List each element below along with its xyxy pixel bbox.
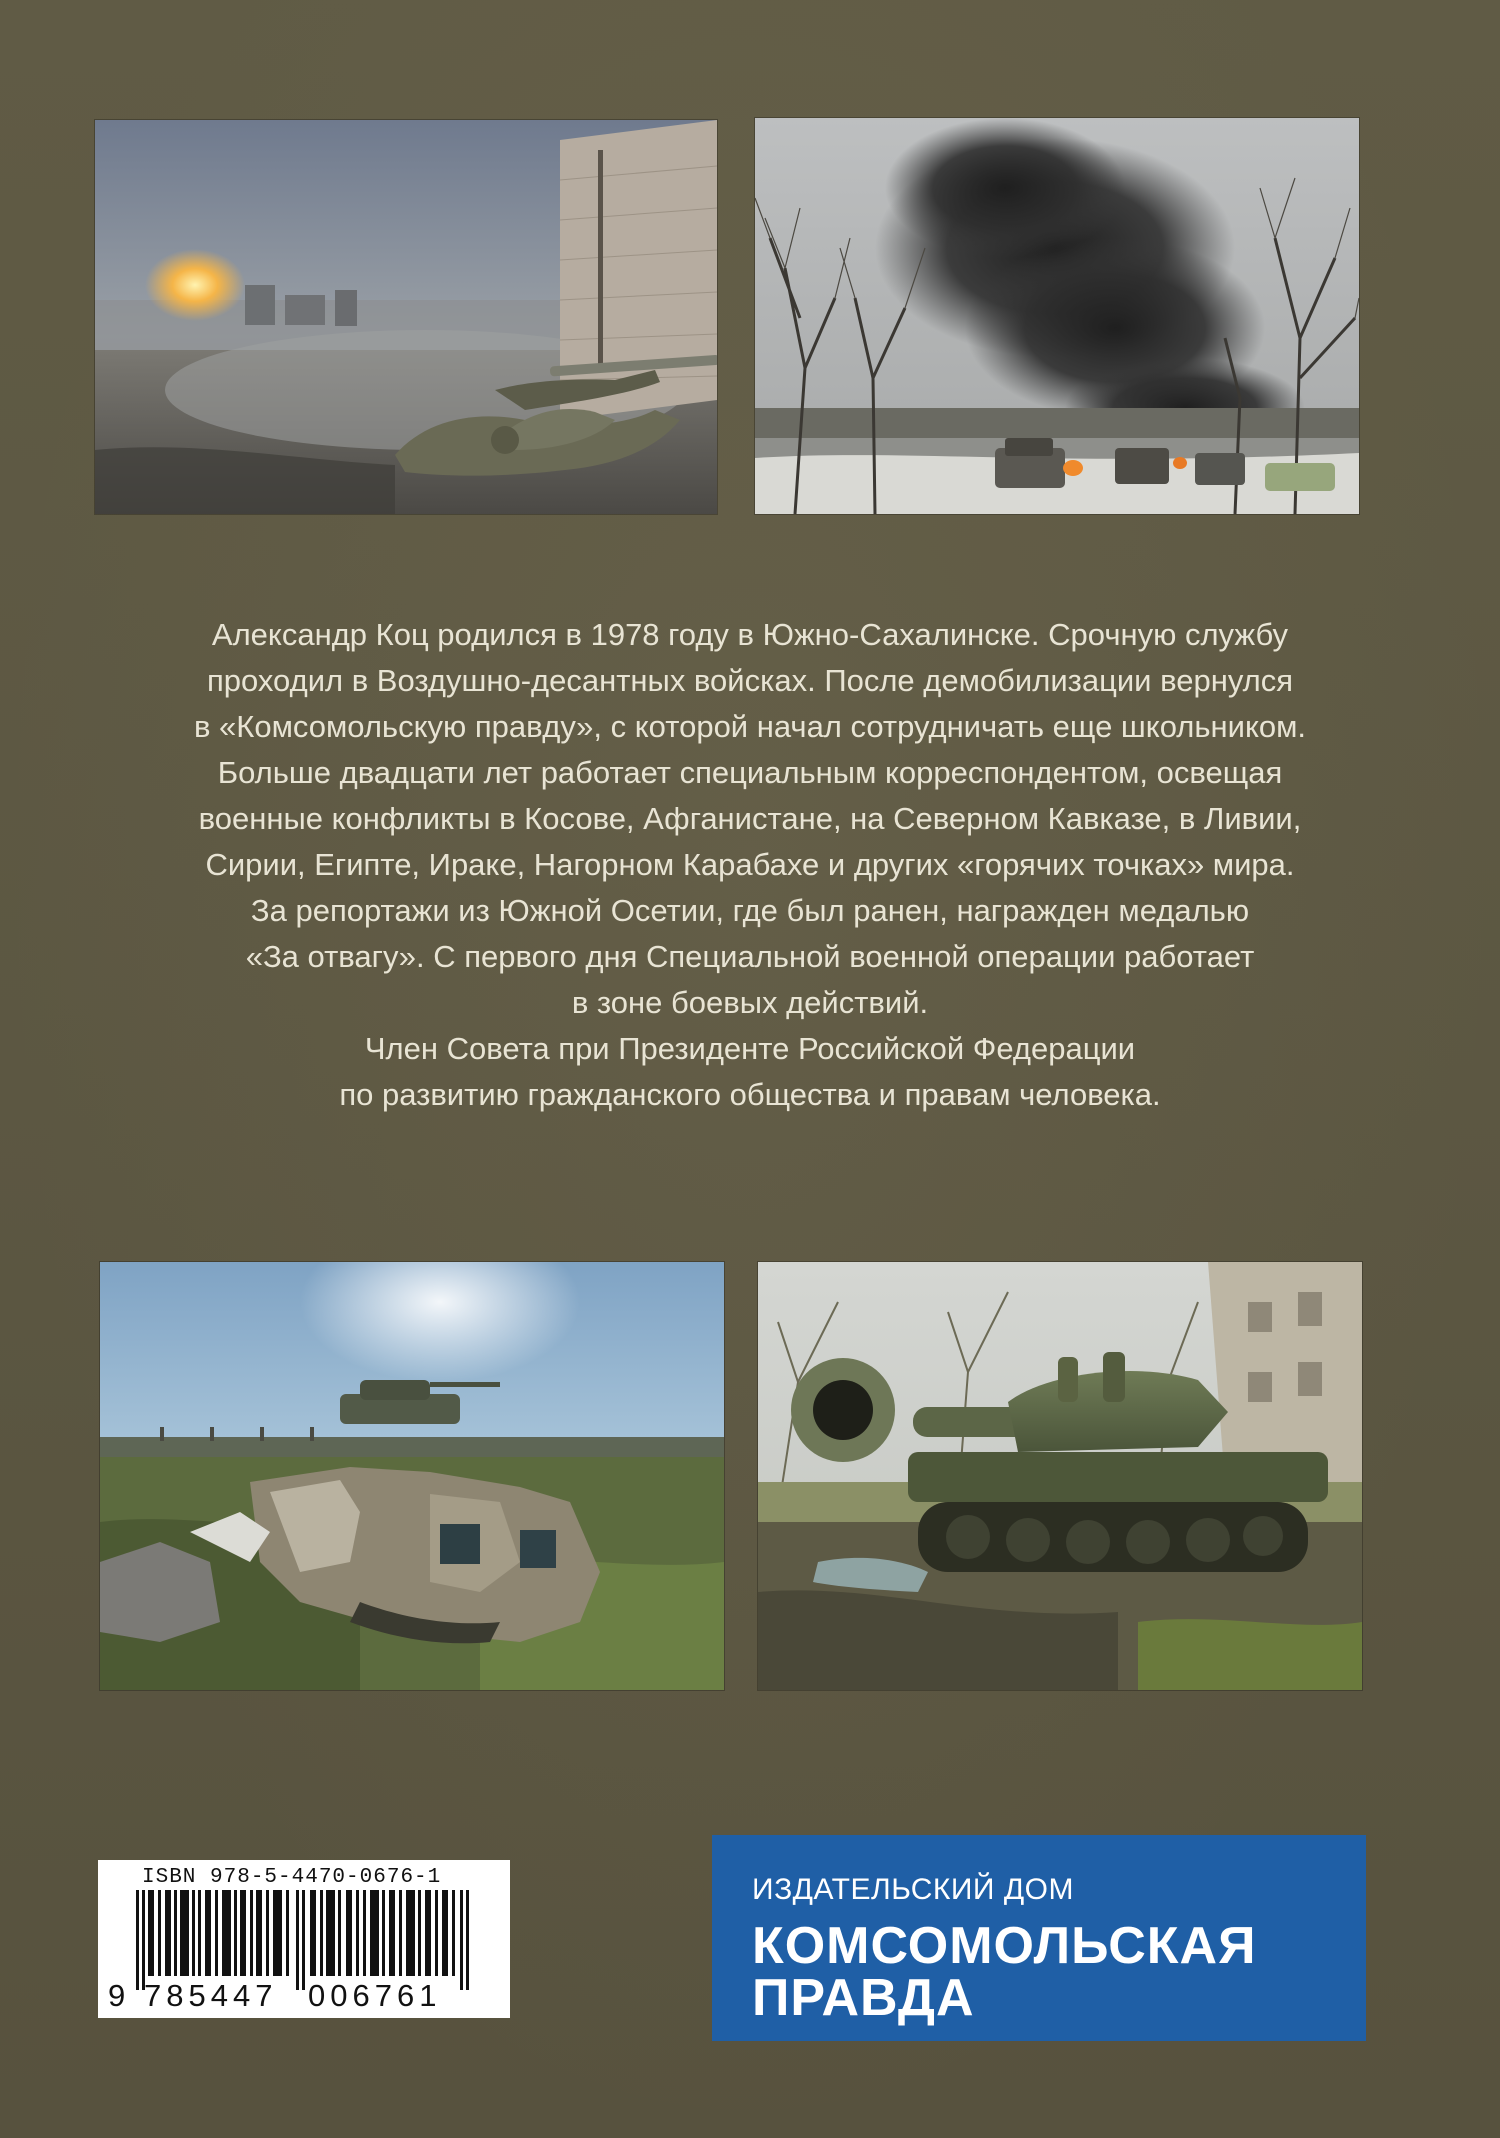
isbn-barcode (98, 1860, 510, 2018)
barcode-digit-prefix: 9 (108, 1978, 126, 2013)
barcode-digits-left: 785447 (144, 1978, 278, 2013)
author-biography (110, 612, 1390, 1118)
publisher-name-line1: КОМСОМОЛЬСКАЯ (752, 1917, 1257, 1975)
barcode-digits-right: 006761 (308, 1978, 442, 2013)
bio-line: в зоне боевых действий. (571, 985, 929, 1020)
isbn-label: ISBN 978-5-4470-0676-1 (142, 1866, 442, 1889)
bio-line: Член Совета при Президенте Российской Федерации (364, 1031, 1136, 1066)
bio-line: Александр Коц родился в 1978 году в Южно-Сахалинске. Срочную службу (211, 617, 1289, 652)
photo-smoke-vehicles (755, 118, 1359, 514)
bio-line: «За отвагу». С первого дня Специальной военной операции работает (245, 939, 1255, 974)
photo-destroyed-vehicle (100, 1262, 724, 1690)
photo-tank (758, 1262, 1362, 1690)
bio-line: Сирии, Египте, Ираке, Нагорном Карабахе и других «горячих точках» мира. (205, 847, 1295, 882)
bio-line: по развитию гражданского общества и правам человека. (339, 1077, 1161, 1112)
photo-battlefield-explosion (95, 120, 717, 514)
publisher-logo (712, 1835, 1366, 2041)
bio-line: в «Комсомольскую правду», с которой начал сотрудничать еще школьником. (193, 709, 1307, 744)
publisher-label: ИЗДАТЕЛЬСКИЙ ДОМ (752, 1873, 1074, 1906)
bio-line: проходил в Воздушно-десантных войсках. После демобилизации вернулся (206, 663, 1294, 698)
publisher-name-line2: ПРАВДА (752, 1969, 975, 2027)
bio-line: За репортажи из Южной Осетии, где был ранен, награжден медалью (250, 893, 1250, 928)
bio-line: военные конфликты в Косове, Афганистане, на Северном Кавказе, в Ливии, (198, 801, 1302, 836)
bio-line: Больше двадцати лет работает специальным корреспондентом, освещая (217, 755, 1283, 790)
barcode-bars (108, 1890, 500, 1990)
